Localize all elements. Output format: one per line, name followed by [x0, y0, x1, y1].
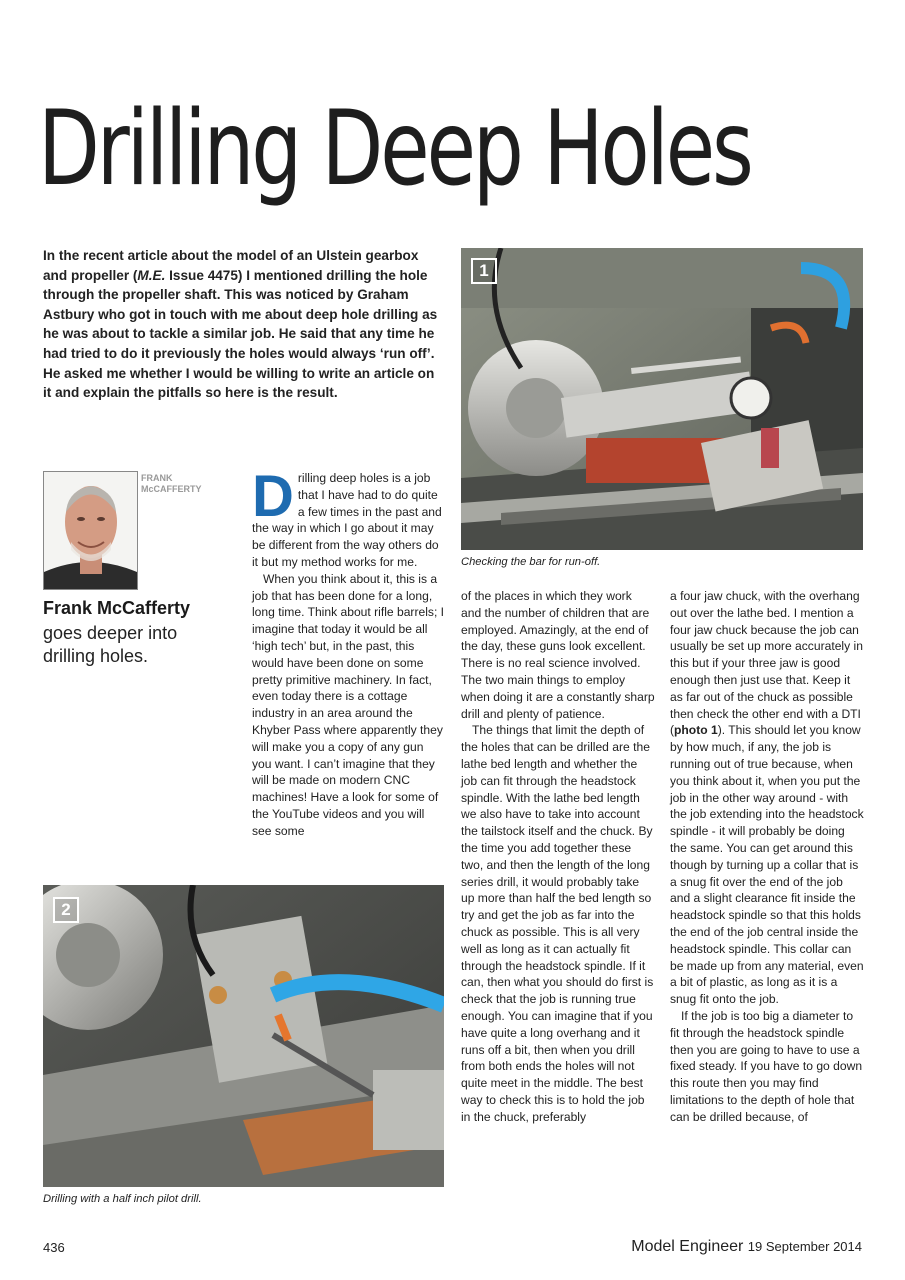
body-column-2: [461, 588, 655, 1126]
photo-2-number: 2: [53, 897, 79, 923]
author-portrait-illustration: [44, 472, 137, 589]
photo-reference: photo 1: [674, 723, 718, 738]
col3-text-1: a four jaw chuck, with the overhang out over the lathe bed. I mention a four jaw chuck because the job can usually be set up more accurately in this but if your three jaw is good enough then just use that. Keep it as far out of the chuck as possible then check the other end with a DTI (: [670, 589, 863, 738]
body-column-3: [670, 588, 864, 1126]
issue-date: 19 September 2014: [747, 1239, 862, 1254]
magazine-footer: [631, 1238, 862, 1256]
photo-2: [43, 885, 444, 1187]
photo-1-caption: Checking the bar for run-off.: [461, 556, 601, 568]
photo-2-caption: Drilling with a half inch pilot drill.: [43, 1193, 202, 1205]
magazine-name: Model Engineer: [631, 1238, 744, 1255]
photo-1-number: 1: [471, 258, 497, 284]
photo-credit: [141, 473, 221, 495]
author-name: Frank McCafferty: [43, 598, 191, 618]
intro-paragraph: [43, 246, 438, 403]
photo-2-lathe-illustration: [43, 885, 444, 1187]
page-number: 436: [43, 1240, 65, 1255]
drop-cap: D: [252, 464, 294, 529]
col3-paragraph-2: If the job is too big a diameter to fit through the headstock spindle then you are going to have to use a fixed steady. If you have to go down this route then you may find limitations to the depth of hole that can be drilled because, of: [670, 1008, 863, 1124]
author-photo: [43, 471, 138, 590]
col1-paragraph-2: When you think about it, this is a job that has been done for a long, long time. Think about rifle barrels; I imagine that today it would be all ‘high tech’ but, in the past, this would have been done on some pretty primitive machinery. In fact, even today there is a cottage industry in an area around the Khyber Pass where apparently they will make you a copy of any gun you want. I can’t imagine that they will be made on modern CNC machines! Have a look for some of the YouTube videos and you will see some: [252, 571, 445, 838]
photo-1: [461, 248, 863, 550]
col1-paragraph-1: rilling deep holes is a job that I have had to do quite a few times in the past and the way in which I go about it may be different from the way others do it but my method works for me.: [252, 471, 442, 569]
article-title: Drilling Deep Holes: [38, 89, 751, 209]
intro-text-1: In the recent article about the model of an Ulstein gearbox and propeller (: [43, 248, 419, 283]
intro-text-2: Issue 4475) I mentioned drilling the hole through the propeller shaft. This was noticed by Graham Astbury who got in touch with me about deep hole drilling as he was about to tackle a similar job. He said that any time he had tried to do it previously the holes would always ‘run off’. He asked me whether I would be willing to write an article on it and explain the pitfalls so here is the result.: [43, 267, 438, 401]
col2-paragraph-1: of the places in which they work and the number of children that are employed. Amazingly, at the end of the day, these guns look excellent. There is no real science involved. The two main things to employ when doing it are a constantly sharp drill and plenty of patience.: [461, 589, 655, 721]
author-subtitle: goes deeper into drilling holes.: [43, 623, 178, 666]
intro-italic: M.E.: [137, 267, 166, 283]
col3-paragraph-1: [670, 588, 864, 1008]
photo-1-lathe-illustration: [461, 248, 863, 550]
body-column-1: [252, 464, 445, 840]
credit-line-1: FRANK: [141, 473, 173, 483]
col3-text-2: ). This should let you know by how much, if any, the job is running out of true because, when you think about it, when you put the job in the other way around - with the job extending into the headstock spindle - it will probably be doing the same. You can get around this though by turning up a collar that is a snug fit over the end of the job and a slight clearance fit inside the headstock spindle so that this holds the end of the job central inside the headstock spindle. This collar can be made up from any material, even a bit of plastic, as long as it is a snug fit onto the job.: [670, 723, 864, 1007]
credit-line-2: McCAFFERTY: [141, 484, 202, 494]
col2-paragraph-2: The things that limit the depth of the holes that can be drilled are the lathe bed length and whether the job can fit through the headstock spindle. With the lathe bed length we also have to take into account the tailstock itself and the chuck. By the time you add together these two, and then the length of the long series drill, it would probably take up more than half the bed length so try and get the job as far into the chuck as possible. This is all very well as long as it can actually fit through the headstock spindle. If it can, then what you should do first is check that the job is running true enough. You can imagine that if you have quite a long overhang and it runs off a bit, then when you drill from both ends the holes will not quite meet in the middle. The best way to check this is to hold the job in the chuck, preferably: [461, 723, 654, 1124]
